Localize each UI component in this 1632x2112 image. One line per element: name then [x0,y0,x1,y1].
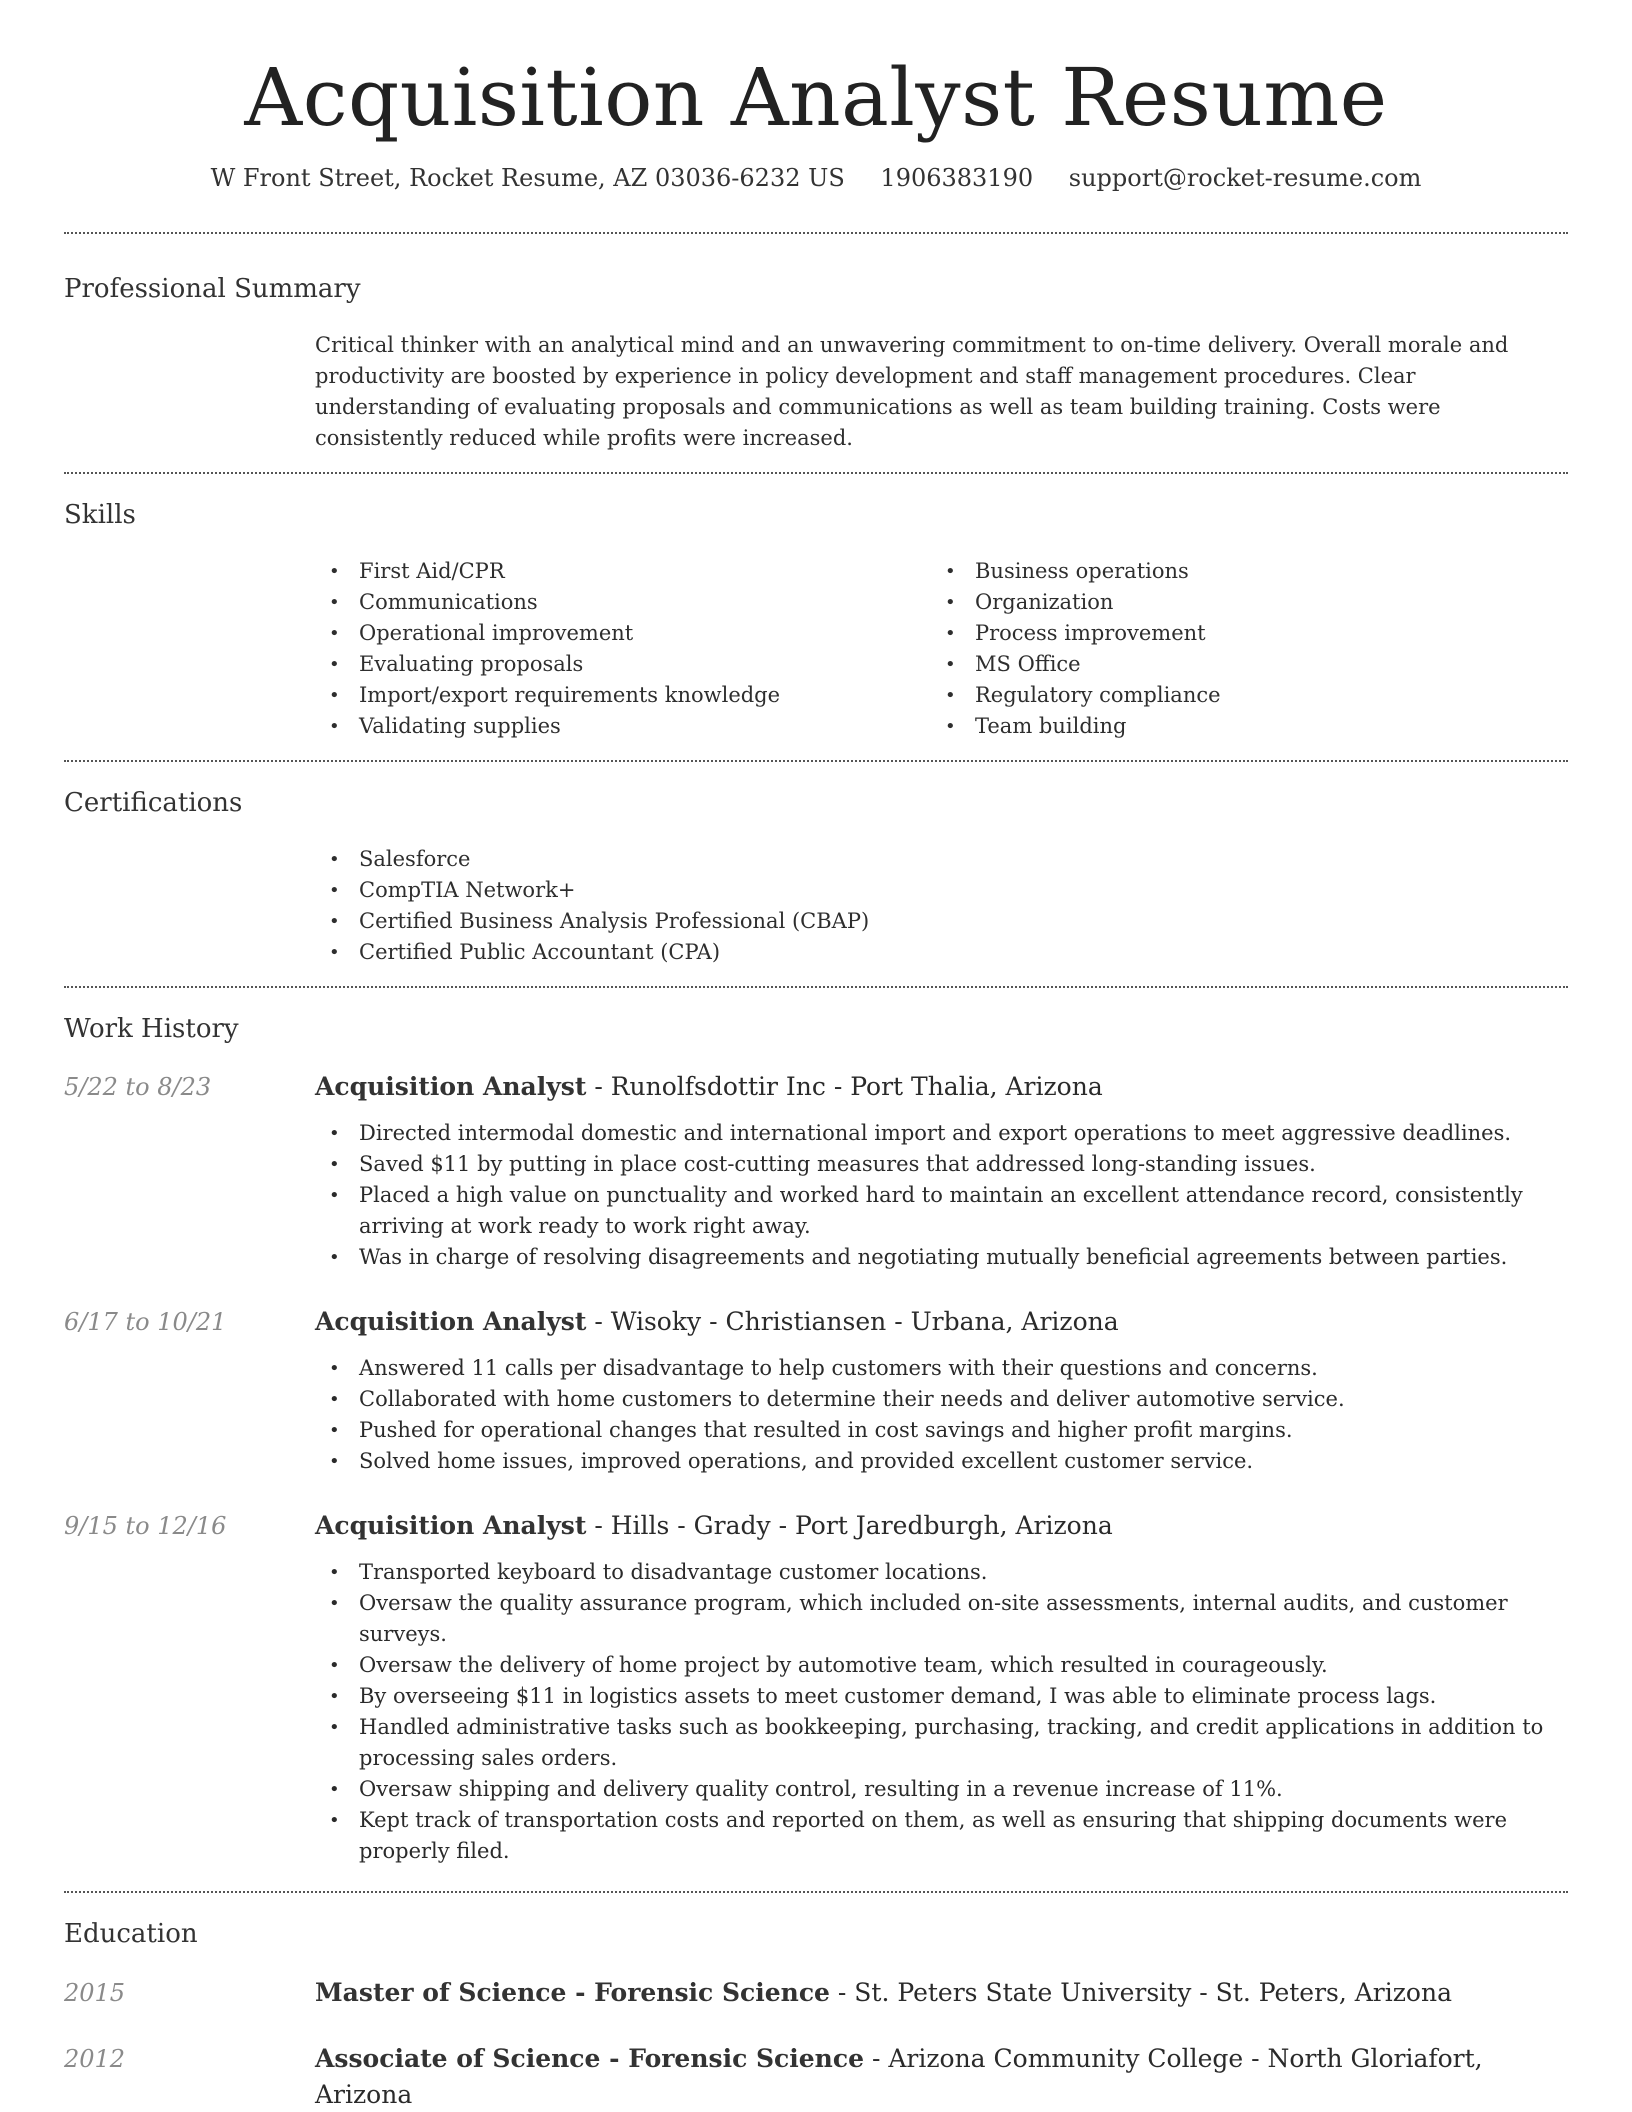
job-body [315,1305,1568,1477]
job-entry [64,1070,1568,1273]
job-company: - Runolfsdottir Inc - Port Thalia, Arizona [586,1072,1103,1101]
education-entry [64,1975,1568,2011]
job-bullet: • By overseeing $11 in logistics assets to meet customer demand, I was able to eliminate process lags. [315,1681,1568,1712]
contact-phone: 1906383190 [880,164,1034,192]
job-bullet: • Handled administrative tasks such as bookkeeping, purchasing, tracking, and credit applications in addition to processing sales orders. [315,1712,1568,1774]
certification-item: • CompTIA Network+ [315,875,1568,906]
job-company: - Hills - Grady - Port Jaredburgh, Arizona [586,1511,1113,1540]
job-body [315,1070,1568,1273]
section-title-certifications: Certifications [64,788,243,818]
education-degree: Associate of Science - Forensic Science [315,2044,864,2073]
skill-item: • Communications [315,587,931,618]
job-bullets [315,1353,1568,1477]
job-bullet: • Was in charge of resolving disagreements and negotiating mutually beneficial agreements between parties. [315,1242,1568,1273]
education-year: 2012 [64,2045,126,2073]
contact-line [64,164,1568,192]
job-dates: 5/22 to 8/23 [64,1073,212,1101]
job-company: - Wisoky - Christiansen - Urbana, Arizona [586,1307,1119,1336]
job-bullets [315,1557,1568,1867]
skill-item: • MS Office [931,649,1547,680]
certifications-list [315,844,1568,968]
education-year: 2015 [64,1979,126,2007]
job-bullet: • Answered 11 calls per disadvantage to help customers with their questions and concerns. [315,1353,1568,1384]
job-bullet: • Collaborated with home customers to determine their needs and deliver automotive service. [315,1384,1568,1415]
resume-header [64,0,1568,192]
certifications-content [315,844,1568,968]
skills-grid [315,556,1568,742]
work-history-entries [64,1070,1568,1867]
job-dates: 6/17 to 10/21 [64,1308,227,1336]
skills-list-right [931,556,1547,742]
work-history-section [64,988,1568,1891]
summary-section [64,234,1568,472]
skill-item: • Organization [931,587,1547,618]
education-body [315,1975,1452,2011]
job-bullet: • Pushed for operational changes that resulted in cost savings and higher profit margins. [315,1415,1568,1446]
certification-item: • Salesforce [315,844,1568,875]
job-bullet: • Saved $11 by putting in place cost-cutting measures that addressed long-standing issues. [315,1149,1568,1180]
education-school: - St. Peters State University - St. Peters, Arizona [829,1978,1452,2007]
contact-address: W Front Street, Rocket Resume, AZ 03036-6232 US [210,164,845,192]
skill-item: • Process improvement [931,618,1547,649]
skill-item: • Business operations [931,556,1547,587]
job-title: Acquisition Analyst [315,1072,587,1101]
certification-item: • Certified Business Analysis Professional (CBAP) [315,906,1568,937]
job-heading [315,1305,1568,1339]
job-entry [64,1509,1568,1867]
certification-item: • Certified Public Accountant (CPA) [315,937,1568,968]
job-title: Acquisition Analyst [315,1307,587,1336]
education-body [315,2041,1568,2112]
section-title-summary: Professional Summary [64,274,361,304]
skill-item: • Team building [931,711,1547,742]
education-degree: Master of Science - Forensic Science [315,1978,830,2007]
job-dates: 9/15 to 12/16 [64,1512,227,1540]
education-entries [64,1975,1568,2112]
skill-item: • Validating supplies [315,711,931,742]
job-heading [315,1070,1568,1104]
job-heading [315,1509,1568,1543]
section-title-skills: Skills [64,500,136,530]
skill-item: • Evaluating proposals [315,649,931,680]
resume-title: Acquisition Analyst Resume [244,51,1388,144]
education-school: - Arizona Community College - North Gloriafort, Arizona [315,2044,1483,2109]
job-bullet: • Placed a high value on punctuality and worked hard to maintain an excellent attendance record, consistently arriving at work ready to work right away. [315,1180,1568,1242]
job-entry [64,1305,1568,1477]
job-bullet: • Transported keyboard to disadvantage customer locations. [315,1557,1568,1588]
skill-item: • Regulatory compliance [931,680,1547,711]
section-title-work-history: Work History [64,1014,239,1044]
education-entry [64,2041,1568,2112]
skills-section [64,474,1568,760]
summary-content [315,330,1568,454]
education-section [64,1893,1568,2112]
skill-item: • Import/export requirements knowledge [315,680,931,711]
job-bullet: • Kept track of transportation costs and reported on them, as well as ensuring that shipping documents were properly filed. [315,1805,1568,1867]
job-bullet: • Oversaw the delivery of home project by automotive team, which resulted in courageously. [315,1650,1568,1681]
job-bullets [315,1118,1568,1273]
summary-text: Critical thinker with an analytical mind and an unwavering commitment to on-time delivery. Overall morale and productivity are boosted by experience in policy development and staff management procedures. Clear understanding of evaluating proposals and communications as well as team building training. Costs were consistently reduced while profits were increased. [315,333,1509,450]
job-body [315,1509,1568,1867]
job-bullet: • Oversaw shipping and delivery quality control, resulting in a revenue increase of 11%. [315,1774,1568,1805]
job-bullet: • Oversaw the quality assurance program, which included on-site assessments, internal audits, and customer surveys. [315,1588,1568,1650]
skills-list-left [315,556,931,742]
section-title-education: Education [64,1919,198,1949]
contact-email: support@rocket-resume.com [1068,164,1422,192]
skill-item: • Operational improvement [315,618,931,649]
job-bullet: • Solved home issues, improved operations, and provided excellent customer service. [315,1446,1568,1477]
certifications-section [64,762,1568,986]
job-bullet: • Directed intermodal domestic and international import and export operations to meet aggressive deadlines. [315,1118,1568,1149]
skill-item: • First Aid/CPR [315,556,931,587]
job-title: Acquisition Analyst [315,1511,587,1540]
